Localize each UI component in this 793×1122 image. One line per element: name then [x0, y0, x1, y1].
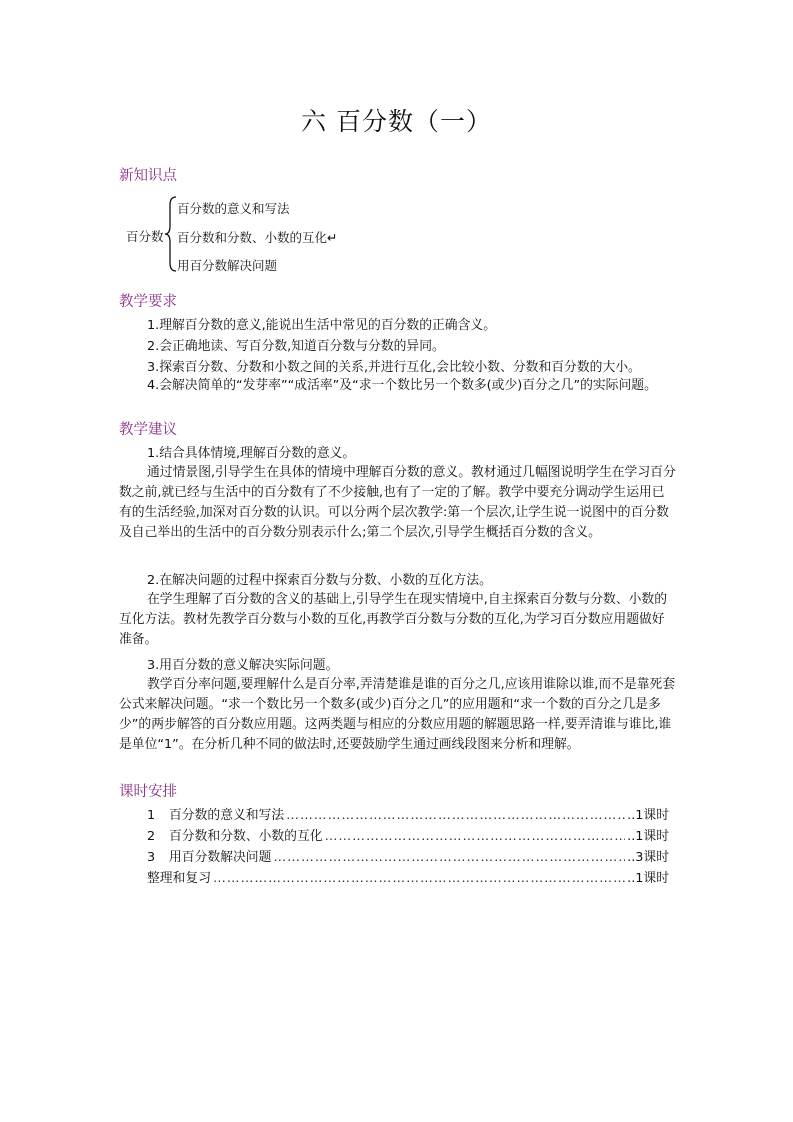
requirement-item: 3.探索百分数、分数和小数之间的关系,并进行互化,会比较小数、分数和百分数的大小。: [147, 360, 641, 375]
knowledge-item: 百分数和分数、小数的互化↵: [177, 230, 338, 245]
schedule-hours: ..1课时: [627, 808, 669, 823]
dot-leader: [273, 850, 625, 865]
schedule-row: [147, 825, 669, 844]
suggestion-title: 1.结合具体情境,理解百分数的意义。: [147, 446, 356, 461]
knowledge-root: 百分数: [126, 229, 164, 244]
requirement-item: 1.理解百分数的意义,能说出生活中常见的百分数的正确含义。: [147, 318, 496, 333]
suggestion-title: 2.在解决问题的过程中探索百分数与分数、小数的互化方法。: [147, 573, 492, 588]
knowledge-item: 用百分数解决问题: [177, 258, 278, 273]
schedule-hours: ..1课时: [627, 871, 669, 886]
schedule-hours: ..3课时: [627, 850, 669, 865]
requirement-item: 2.会正确地读、写百分数,知道百分数与分数的异同。: [147, 339, 445, 354]
suggestion-title: 3.用百分数的意义解决实际问题。: [147, 658, 339, 673]
schedule-row: [147, 804, 669, 823]
knowledge-item: 百分数的意义和写法: [177, 201, 290, 216]
suggestion-body: 在学生理解了百分数的含义的基础上,引导学生在现实情境中,自主探索百分数与分数、小数的互化方法。教材先教学百分数与小数的互化,再教学百分数与分数的互化,为学习百分数应用题做好准备。: [119, 592, 668, 647]
dot-leader: [213, 871, 625, 886]
schedule-index: 2: [147, 829, 156, 844]
suggestion-body: 通过情景图,引导学生在具体的情境中理解百分数的意义。教材通过几幅图说明学生在学习百分数之前,就已经与生活中的百分数有了不少接触,也有了一定的了解。教学中要充分调动学生运用已有的生活经验,加深对百分数的认识。可以分两个层次教学:第一个层次,让学生说一说图中的百分数及自己举出的生活中的百分数分别表示什么;第二个层次,引导学生概括百分数的含义。: [119, 465, 676, 540]
schedule-index: 3: [147, 850, 156, 865]
section-heading-new-knowledge: 新知识点: [119, 168, 177, 184]
schedule-hours: ..1课时: [627, 829, 669, 844]
schedule-row: [147, 867, 669, 886]
section-heading-requirements: 教学要求: [119, 294, 177, 310]
schedule-name: 百分数的意义和写法: [169, 808, 285, 823]
section-heading-suggestions: 教学建议: [119, 422, 177, 438]
suggestion-body: 教学百分率问题,要理解什么是百分率,弄清楚谁是谁的百分之几,应该用谁除以谁,而不是靠死套公式来解决问题。“求一个数比另一个数多(或少)百分之几”的应用题和“求一个数的百分之几是多少”的两步解答的百分数应用题。这两类题与相应的分数应用题的解题思路一样,要弄清谁与谁比,谁是单位“1”。在分析几种不同的做法时,还要鼓励学生通过画线段图来分析和理解。: [119, 677, 676, 752]
schedule-row: [147, 846, 669, 865]
curly-brace-icon: [164, 195, 178, 273]
page-title: 六 百分数（一）: [301, 107, 492, 136]
requirement-item: 4.会解决简单的“发芽率”“成活率”及“求一个数比另一个数多(或少)百分之几”的实际问题。: [147, 378, 657, 393]
section-heading-schedule: 课时安排: [119, 784, 177, 800]
dot-leader: [286, 808, 625, 823]
schedule-name: 用百分数解决问题: [169, 850, 272, 865]
schedule-name: 百分数和分数、小数的互化: [169, 829, 323, 844]
schedule-name: 整理和复习: [147, 871, 211, 886]
schedule-index: 1: [147, 808, 156, 823]
dot-leader: [325, 829, 626, 844]
